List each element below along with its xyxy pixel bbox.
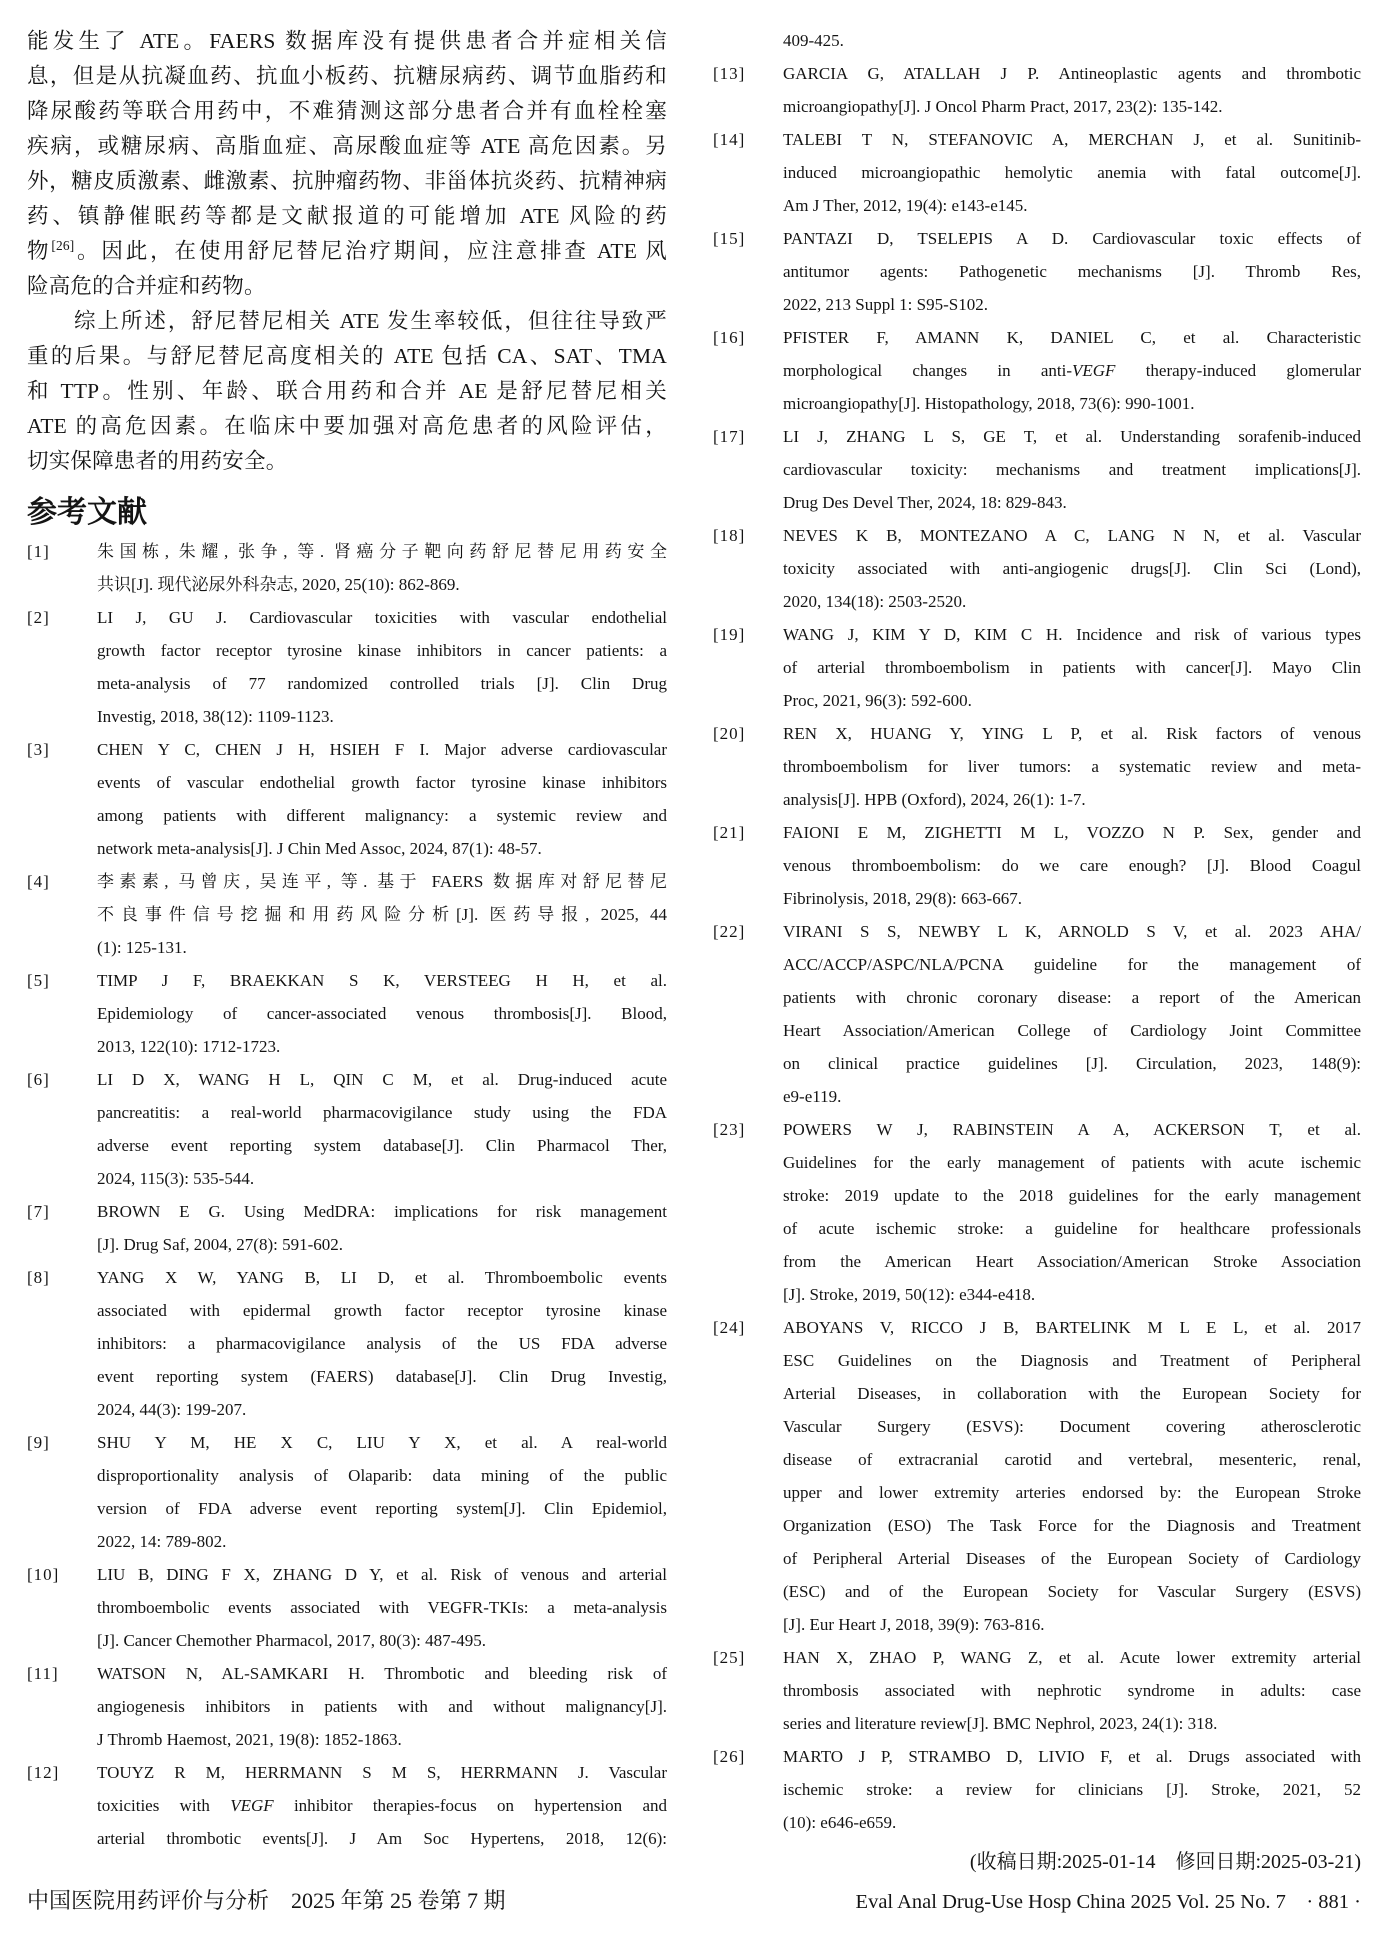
reference-line: TALEBI T N, STEFANOVIC A, MERCHAN J, et al. Sunitinib- [783, 130, 1361, 149]
body-text-line: 险高危的合并症和药物。 [27, 274, 266, 298]
reference-number: [1] [27, 542, 50, 561]
reference-item [713, 1641, 1361, 1740]
reference-item [27, 1261, 667, 1426]
reference-item [713, 24, 1361, 57]
reference-line: disease of extracranial carotid and vertebral, mesenteric, renal, [783, 1450, 1361, 1469]
reference-number: [8] [27, 1268, 50, 1287]
reference-line: LI D X, WANG H L, QIN C M, et al. Drug-induced acute [97, 1070, 667, 1089]
reference-line: [J]. Eur Heart J, 2018, 39(9): 763-816. [783, 1615, 1045, 1634]
reference-line: version of FDA adverse event reporting system[J]. Clin Epidemiol, [97, 1499, 667, 1518]
received-revised-dates: (收稿日期:2025-01-14 修回日期:2025-03-21) [969, 1851, 1361, 1873]
reference-line: ESC Guidelines on the Diagnosis and Treatment of Peripheral [783, 1351, 1361, 1370]
reference-line: 2013, 122(10): 1712-1723. [97, 1037, 281, 1056]
journal-name-footer-cn: 中国医院用药评价与分析 2025 年第 25 卷第 7 期 [27, 1888, 506, 1913]
reference-line: Heart Association/American College of Cardiology Joint Committee [783, 1021, 1361, 1040]
body-text-line: 重的后果。与舒尼替尼高度相关的 ATE 包括 CA、SAT、TMA [27, 344, 667, 368]
reference-line: morphological changes in anti-VEGF therapy-induced glomerular [783, 361, 1361, 380]
reference-line: CHEN Y C, CHEN J H, HSIEH F I. Major adverse cardiovascular [97, 740, 667, 759]
reference-line: series and literature review[J]. BMC Nephrol, 2023, 24(1): 318. [783, 1714, 1218, 1733]
reference-item [713, 1113, 1361, 1311]
body-text-line: 能发生了 ATE。FAERS 数据库没有提供患者合并症相关信 [27, 29, 667, 53]
reference-number: [7] [27, 1202, 50, 1221]
reference-line: analysis[J]. HPB (Oxford), 2024, 26(1): 1-7. [783, 790, 1086, 809]
reference-line: ABOYANS V, RICCO J B, BARTELINK M L E L, et al. 2017 [783, 1318, 1361, 1337]
reference-line: cardiovascular toxicity: mechanisms and treatment implications[J]. [783, 460, 1361, 479]
reference-number: [5] [27, 971, 50, 990]
reference-number: [15] [713, 229, 746, 248]
reference-number: [13] [713, 64, 746, 83]
body-text-line: 和 TTP。性别、年龄、联合用药和合并 AE 是舒尼替尼相关 [27, 379, 667, 403]
reference-item [713, 123, 1361, 222]
references-right [713, 24, 1361, 1839]
reference-line: 2024, 115(3): 535-544. [97, 1169, 255, 1188]
reference-number: [14] [713, 130, 746, 149]
reference-line: WATSON N, AL-SAMKARI H. Thrombotic and bleeding risk of [97, 1664, 667, 1683]
reference-line: (ESC) and of the European Society for Vascular Surgery (ESVS) [783, 1582, 1361, 1601]
reference-line: Drug Des Devel Ther, 2024, 18: 829-843. [783, 493, 1067, 512]
reference-line: POWERS W J, RABINSTEIN A A, ACKERSON T, et al. [783, 1120, 1361, 1139]
reference-line: toxicities with VEGF inhibitor therapies-focus on hypertension and [97, 1796, 668, 1815]
body-text-line: 药、镇静催眠药等都是文献报道的可能增加 ATE 风险的药 [27, 204, 667, 228]
reference-line: TOUYZ R M, HERRMANN S M S, HERRMANN J. Vascular [97, 1763, 667, 1782]
reference-item [27, 601, 667, 733]
reference-line: disproportionality analysis of Olaparib: data mining of the public [97, 1466, 667, 1485]
reference-line: 2022, 14: 789-802. [97, 1532, 227, 1551]
reference-line: HAN X, ZHAO P, WANG Z, et al. Acute lower extremity arterial [783, 1648, 1361, 1667]
reference-line: FAIONI E M, ZIGHETTI M L, VOZZO N P. Sex, gender and [783, 823, 1361, 842]
reference-line: LI J, GU J. Cardiovascular toxicities with vascular endothelial [97, 608, 667, 627]
reference-item [713, 618, 1361, 717]
reference-line: microangiopathy[J]. Histopathology, 2018, 73(6): 990-1001. [783, 394, 1195, 413]
reference-line: of arterial thromboembolism in patients with cancer[J]. Mayo Clin [783, 658, 1361, 677]
reference-line: [J]. Stroke, 2019, 50(12): e344-e418. [783, 1285, 1036, 1304]
reference-line: BROWN E G. Using MedDRA: implications for risk management [97, 1202, 667, 1221]
body-text-line: ATE 的高危因素。在临床中要加强对高危患者的风险评估， [27, 414, 667, 438]
reference-item [713, 1311, 1361, 1641]
reference-line: patients with chronic coronary disease: a report of the American [783, 988, 1361, 1007]
right-column [713, 24, 1361, 1883]
reference-line: 朱国栋, 朱耀, 张争, 等. 肾癌分子靶向药舒尼替尼用药安全 [97, 542, 667, 561]
reference-line: MARTO J P, STRAMBO D, LIVIO F, et al. Drugs associated with [783, 1747, 1361, 1766]
reference-line: angiogenesis inhibitors in patients with and without malignancy[J]. [97, 1697, 667, 1716]
reference-number: [4] [27, 872, 50, 891]
reference-line: Arterial Diseases, in collaboration with the European Society for [783, 1384, 1361, 1403]
reference-line: toxicity associated with anti-angiogenic drugs[J]. Clin Sci (Lond), [783, 559, 1361, 578]
reference-item [27, 964, 667, 1063]
reference-item [27, 733, 667, 865]
reference-number: [19] [713, 625, 746, 644]
reference-line: Vascular Surgery (ESVS): Document covering atherosclerotic [783, 1417, 1361, 1436]
reference-item [713, 321, 1361, 420]
reference-line: (1): 125-131. [97, 938, 187, 957]
reference-line: NEVES K B, MONTEZANO A C, LANG N N, et al. Vascular [783, 526, 1361, 545]
reference-item [27, 1063, 667, 1195]
reference-line: adverse event reporting system database[J]. Clin Pharmacol Ther, [97, 1136, 667, 1155]
reference-item [27, 535, 667, 601]
reference-item [27, 1756, 667, 1855]
reference-number: [22] [713, 922, 746, 941]
reference-line: VIRANI S S, NEWBY L K, ARNOLD S V, et al. 2023 AHA/ [783, 922, 1361, 941]
reference-line: from the American Heart Association/American Stroke Association [783, 1252, 1361, 1271]
reference-line: induced microangiopathic hemolytic anemia with fatal outcome[J]. [783, 163, 1361, 182]
reference-item [713, 222, 1361, 321]
reference-item [713, 519, 1361, 618]
reference-line: thromboembolism for liver tumors: a systematic review and meta- [783, 757, 1361, 776]
reference-line: Proc, 2021, 96(3): 592-600. [783, 691, 972, 710]
reference-line: on clinical practice guidelines [J]. Circulation, 2023, 148(9): [783, 1054, 1361, 1073]
reference-line: GARCIA G, ATALLAH J P. Antineoplastic agents and thrombotic [783, 64, 1361, 83]
body-text-line: 降尿酸药等联合用药中，不难猜测这部分患者合并有血栓栓塞 [27, 99, 667, 123]
reference-line: thrombosis associated with nephrotic syndrome in adults: case [783, 1681, 1361, 1700]
references-heading: 参考文献 [27, 496, 147, 529]
reference-line: arterial thrombotic events[J]. J Am Soc Hypertens, 2018, 12(6): [97, 1829, 667, 1848]
reference-line: Fibrinolysis, 2018, 29(8): 663-667. [783, 889, 1022, 908]
page-footer [27, 1884, 1361, 1915]
reference-line: 409-425. [783, 31, 844, 50]
reference-number: [11] [27, 1664, 59, 1683]
body-text-line: 综上所述，舒尼替尼相关 ATE 发生率较低，但往往导致严 [27, 309, 667, 333]
reference-line: growth factor receptor tyrosine kinase inhibitors in cancer patients: a [97, 641, 667, 660]
reference-line: [J]. Drug Saf, 2004, 27(8): 591-602. [97, 1235, 343, 1254]
reference-item [27, 1657, 667, 1756]
reference-line: pancreatitis: a real-world pharmacovigilance study using the FDA [97, 1103, 667, 1122]
reference-line: ischemic stroke: a review for clinicians [J]. Stroke, 2021, 52 [783, 1780, 1361, 1799]
left-column [27, 24, 667, 1855]
reference-number: [20] [713, 724, 746, 743]
reference-line: (10): e646-e659. [783, 1813, 897, 1832]
reference-line: of acute ischemic stroke: a guideline for healthcare professionals [783, 1219, 1361, 1238]
reference-line: Investig, 2018, 38(12): 1109-1123. [97, 707, 334, 726]
reference-line: Guidelines for the early management of patients with acute ischemic [783, 1153, 1361, 1172]
reference-item [27, 865, 667, 964]
reference-line: Am J Ther, 2012, 19(4): e143-e145. [783, 196, 1028, 215]
reference-line: among patients with different malignancy: a systemic review and [97, 806, 667, 825]
reference-line: [J]. Cancer Chemother Pharmacol, 2017, 80(3): 487-495. [97, 1631, 487, 1650]
reference-line: ACC/ACCP/ASPC/NLA/PCNA guideline for the management of [783, 955, 1361, 974]
reference-line: inhibitors: a pharmacovigilance analysis of the US FDA adverse [97, 1334, 667, 1353]
reference-line: LI J, ZHANG L S, GE T, et al. Understanding sorafenib-induced [783, 427, 1361, 446]
reference-number: [9] [27, 1433, 50, 1452]
reference-number: [17] [713, 427, 746, 446]
reference-line: 不良事件信号挖掘和用药风险分析[J]. 医药导报, 2025, 44 [97, 905, 667, 924]
reference-line: antitumor agents: Pathogenetic mechanisms [J]. Thromb Res, [783, 262, 1361, 281]
reference-number: [21] [713, 823, 746, 842]
reference-line: 2024, 44(3): 199-207. [97, 1400, 247, 1419]
reference-number: [18] [713, 526, 746, 545]
reference-item [713, 816, 1361, 915]
reference-line: 李素素, 马曾庆, 吴连平, 等. 基于 FAERS 数据库对舒尼替尼 [97, 872, 667, 891]
reference-line: venous thromboembolism: do we care enough? [J]. Blood Coagul [783, 856, 1361, 875]
reference-line: events of vascular endothelial growth factor tyrosine kinase inhibitors [97, 773, 667, 792]
reference-number: [24] [713, 1318, 746, 1337]
reference-line: LIU B, DING F X, ZHANG D Y, et al. Risk of venous and arterial [97, 1565, 667, 1584]
body-text-line: 物[26]。因此，在使用舒尼替尼治疗期间，应注意排查 ATE 风 [27, 237, 668, 263]
reference-item [713, 717, 1361, 816]
body-text-line: 息，但是从抗凝血药、抗血小板药、抗糖尿病药、调节血脂药和 [27, 64, 667, 88]
reference-line: REN X, HUANG Y, YING L P, et al. Risk factors of venous [783, 724, 1361, 743]
reference-line: stroke: 2019 update to the 2018 guidelines for the early management [783, 1186, 1361, 1205]
reference-item [713, 1740, 1361, 1839]
reference-line: Epidemiology of cancer-associated venous thrombosis[J]. Blood, [97, 1004, 667, 1023]
reference-number: [10] [27, 1565, 60, 1584]
reference-line: meta-analysis of 77 randomized controlled trials [J]. Clin Drug [97, 674, 667, 693]
reference-item [713, 915, 1361, 1113]
reference-item [713, 420, 1361, 519]
reference-line: 共识[J]. 现代泌尿外科杂志, 2020, 25(10): 862-869. [97, 575, 460, 594]
reference-line: J Thromb Haemost, 2021, 19(8): 1852-1863. [97, 1730, 402, 1749]
body-text-line: 切实保障患者的用药安全。 [27, 449, 288, 473]
reference-number: [12] [27, 1763, 60, 1782]
reference-line: network meta-analysis[J]. J Chin Med Assoc, 2024, 87(1): 48-57. [97, 839, 542, 858]
body-text-line: 外，糖皮质激素、雌激素、抗肿瘤药物、非甾体抗炎药、抗精神病 [27, 169, 667, 193]
reference-line: YANG X W, YANG B, LI D, et al. Thromboembolic events [97, 1268, 667, 1287]
reference-number: [23] [713, 1120, 746, 1139]
reference-line: microangiopathy[J]. J Oncol Pharm Pract, 2017, 23(2): 135-142. [783, 97, 1223, 116]
reference-line: associated with epidermal growth factor receptor tyrosine kinase [97, 1301, 667, 1320]
reference-line: TIMP J F, BRAEKKAN S K, VERSTEEG H H, et al. [97, 971, 667, 990]
reference-item [27, 1426, 667, 1558]
reference-number: [25] [713, 1648, 746, 1667]
reference-line: event reporting system (FAERS) database[J]. Clin Drug Investig, [97, 1367, 667, 1386]
reference-line: 2022, 213 Suppl 1: S95-S102. [783, 295, 988, 314]
reference-line: e9-e119. [783, 1087, 842, 1106]
reference-item [27, 1558, 667, 1657]
reference-line: thromboembolic events associated with VEGFR-TKIs: a meta-analysis [97, 1598, 667, 1617]
reference-number: [16] [713, 328, 746, 347]
reference-line: PFISTER F, AMANN K, DANIEL C, et al. Characteristic [783, 328, 1361, 347]
body-paragraphs [27, 24, 667, 479]
reference-number: [3] [27, 740, 50, 759]
reference-number: [26] [713, 1747, 746, 1766]
journal-name-footer-en: Eval Anal Drug-Use Hosp China 2025 Vol. 25 No. 7 · 881 · [855, 1891, 1361, 1913]
reference-line: upper and lower extremity arteries endorsed by: the European Stroke [783, 1483, 1361, 1502]
reference-item [27, 1195, 667, 1261]
reference-line: SHU Y M, HE X C, LIU Y X, et al. A real-world [97, 1433, 667, 1452]
reference-line: 2020, 134(18): 2503-2520. [783, 592, 967, 611]
reference-number: [6] [27, 1070, 50, 1089]
reference-line: WANG J, KIM Y D, KIM C H. Incidence and risk of various types [783, 625, 1361, 644]
reference-number: [2] [27, 608, 50, 627]
references-left [27, 535, 667, 1855]
reference-item [713, 57, 1361, 123]
body-text-line: 疾病，或糖尿病、高脂血症、高尿酸血症等 ATE 高危因素。另 [27, 134, 667, 158]
reference-line: of Peripheral Arterial Diseases of the European Society of Cardiology [783, 1549, 1361, 1568]
reference-line: Organization (ESO) The Task Force for the Diagnosis and Treatment [783, 1516, 1361, 1535]
reference-line: PANTAZI D, TSELEPIS A D. Cardiovascular toxic effects of [783, 229, 1361, 248]
